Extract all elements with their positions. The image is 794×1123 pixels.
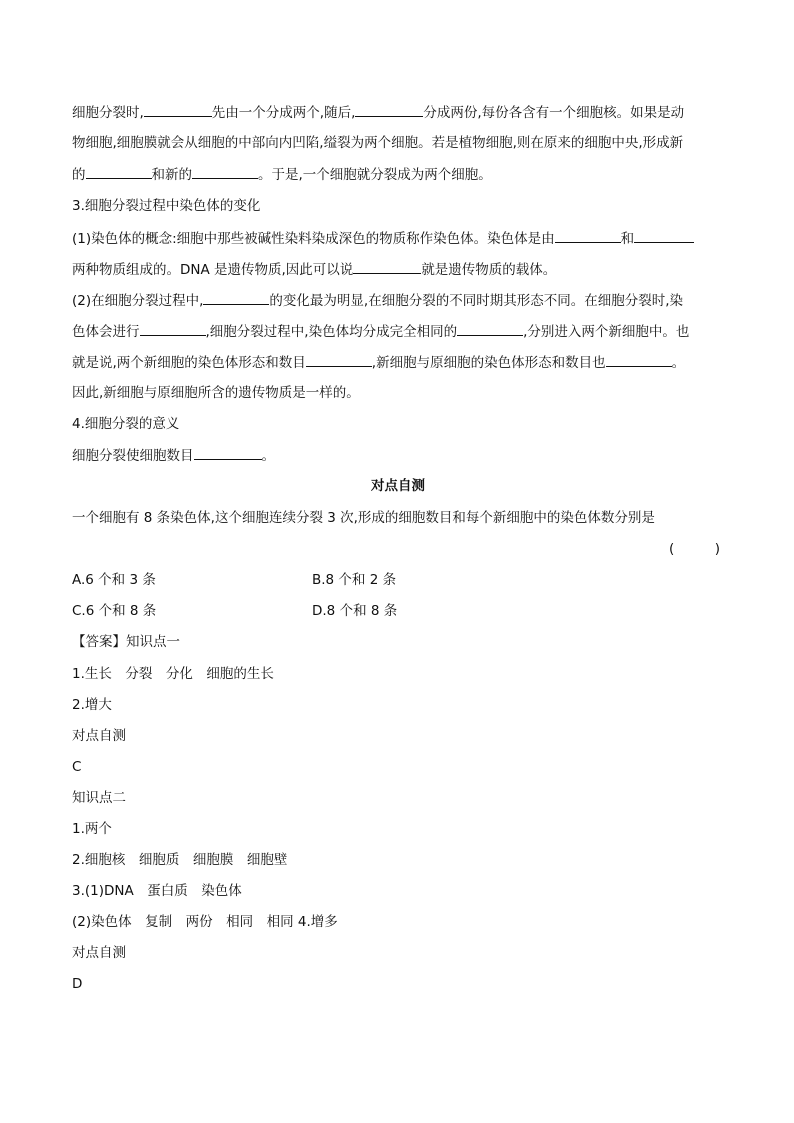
answer-line: 1.两个 (72, 821, 112, 837)
answer-blank (192, 164, 258, 179)
answer-blank (144, 102, 212, 117)
answer-paren: ( ) (668, 541, 720, 557)
answer-blank (203, 290, 269, 305)
option-row-1 (72, 570, 156, 590)
para1-line3: 的 和新的 。于是,一个细胞就分裂成为两个细胞。 (72, 164, 492, 185)
quiz-title: 对点自测 (371, 478, 425, 494)
option-b: B.8 个和 2 条 (312, 572, 397, 588)
answer-line: 对点自测 (72, 945, 126, 961)
answer-blank (355, 102, 423, 117)
answer-blank (194, 445, 262, 460)
answer-line: (2)染色体 复制 两份 相同 相同 4.增多 (72, 914, 338, 930)
section3-heading: 3.细胞分裂过程中染色体的变化 (72, 198, 261, 214)
option-a: A.6 个和 3 条 (72, 572, 156, 588)
section4-heading: 4.细胞分裂的意义 (72, 416, 180, 432)
answer-blank (306, 352, 372, 367)
answer-blank (606, 352, 672, 367)
quiz-question: 一个细胞有 8 条染色体,这个细胞连续分裂 3 次,形成的细胞数目和每个新细胞中的染色体数分别是 (72, 510, 655, 526)
section3-p2-line4: 因此,新细胞与原细胞所含的遗传物质是一样的。 (72, 385, 360, 401)
section3-p2-line1: (2)在细胞分裂过程中, 的变化最为明显,在细胞分裂的不同时期其形态不同。在细胞分裂时,染 (72, 290, 683, 311)
para1-line2: 物细胞,细胞膜就会从细胞的中部向内凹陷,缢裂为两个细胞。若是植物细胞,则在原来的细胞中央,形成新 (72, 135, 684, 151)
answer-line: D (72, 976, 83, 992)
section3-p2-line2: 色体会进行 ,细胞分裂过程中,染色体均分成完全相同的 ,分别进入两个新细胞中。也 (72, 321, 689, 342)
answer-heading: 【答案】知识点一 (72, 634, 180, 650)
answer-line: 对点自测 (72, 728, 126, 744)
answer-blank (353, 259, 421, 274)
answer-line: 2.细胞核 细胞质 细胞膜 细胞壁 (72, 852, 288, 868)
section3-p1-line1: (1)染色体的概念:细胞中那些被碱性染料染成深色的物质称作染色体。染色体是由 和 (72, 228, 694, 249)
section3-p1-line2: 两种物质组成的。DNA 是遗传物质,因此可以说 就是遗传物质的载体。 (72, 259, 556, 280)
section3-p2-line3: 就是说,两个新细胞的染色体形态和数目 ,新细胞与原细胞的染色体形态和数目也 。 (72, 352, 685, 373)
option-row-2 (72, 601, 156, 621)
answer-line: 1.生长 分裂 分化 细胞的生长 (72, 666, 274, 682)
option-d: D.8 个和 8 条 (312, 603, 398, 619)
answer-blank (140, 321, 206, 336)
para1-line1: 细胞分裂时, 先由一个分成两个,随后, 分成两份,每份各含有一个细胞核。如果是动 (72, 102, 684, 123)
answer-blank (634, 228, 694, 243)
answer-line: 知识点二 (72, 790, 126, 806)
option-c: C.6 个和 8 条 (72, 603, 157, 619)
section4-text: 细胞分裂使细胞数目 。 (72, 445, 275, 466)
answer-line: 2.增大 (72, 697, 112, 713)
answer-blank (457, 321, 523, 336)
answer-line: C (72, 759, 82, 775)
answer-blank (86, 164, 152, 179)
answer-blank (555, 228, 621, 243)
answer-line: 3.(1)DNA 蛋白质 染色体 (72, 883, 242, 899)
